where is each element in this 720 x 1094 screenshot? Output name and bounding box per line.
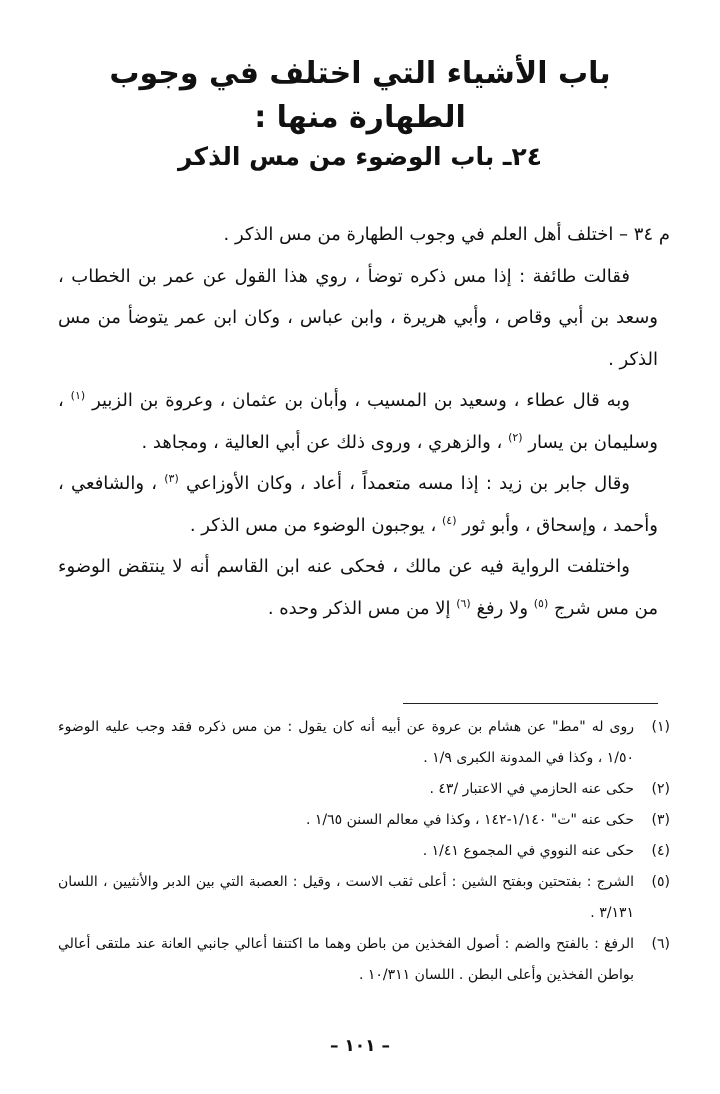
footnote-number: (٥) — [651, 874, 670, 890]
footnote-text: الرفغ : بالفتح والضم : أصول الفخذين من باطن وهما ما اكتنفا أعالي جانبي العانة عند ملتقى أعالي بواطن الفخذين وأعلى البطن . اللسان ١٠/٣١١ . — [58, 936, 634, 983]
footnote-number: (٢) — [651, 781, 670, 797]
footnote-ref-1[interactable]: (١) — [70, 389, 86, 402]
footnote-ref-3[interactable]: (٣) — [164, 472, 179, 485]
main-text — [58, 214, 670, 629]
footnote-text: حكى عنه "ت" ١/١٤٠-١٤٢ ، وكذا في معالم السنن ١/٦٥ . — [305, 812, 634, 828]
footnote-text: الشرج : بفتحتين وبفتح الشين : أعلى ثقب الاست ، وقيل : العصبة التي بين الدبر والأنثيين ، اللسان ٣/١٣١ . — [58, 874, 634, 921]
footnote-2 — [58, 774, 670, 805]
section-title: ٢٤ـ باب الوضوء من مس الذكر — [177, 142, 542, 171]
footnote-text: حكى عنه الحازمي في الاعتبار /٤٣ . — [429, 781, 634, 797]
paragraph-text: وبه قال عطاء ، وسعيد بن المسيب ، وأبان بن عثمان ، وعروة بن الزبير — [92, 390, 631, 411]
paragraph-text: وقال جابر بن زيد : إذا مسه متعمداً ، أعاد ، وكان الأوزاعي — [185, 473, 630, 494]
footnote-text: روى له "مط" عن هشام بن عروة عن أبيه أنه كان يقول : من مس ذكره فقد وجب عليه الوضوء ١/٥٠ ، وكذا في المدونة الكبرى ١/٩ . — [58, 719, 634, 766]
footnote-number: (٤) — [651, 843, 670, 859]
paragraph-malik-opinion — [58, 546, 658, 629]
footnote-text: حكى عنه النووي في المجموع ١/٤١ . — [422, 843, 634, 859]
paragraph-text: إلا من مس الذكر وحده . — [267, 597, 457, 619]
footnote-3 — [58, 805, 670, 836]
paragraph-text: ، والزهري ، وروى ذلك عن أبي العالية ، ومجاهد . — [141, 431, 509, 453]
paragraph-text: ، يوجبون الوضوء من مس الذكر . — [189, 514, 442, 536]
footnote-number: (١) — [651, 719, 670, 735]
footnote-separator — [403, 703, 658, 704]
footnote-number: (٦) — [651, 936, 670, 952]
paragraph-jabir-opinion — [58, 463, 658, 546]
footnote-1 — [58, 712, 670, 774]
footnote-ref-6[interactable]: (٦) — [456, 596, 471, 610]
page-number: – ١٠١ – — [330, 1036, 390, 1056]
footnote-ref-2[interactable]: (٢) — [508, 430, 523, 444]
footnote-number: (٣) — [651, 812, 670, 828]
footnote-5 — [58, 867, 670, 929]
footnote-ref-5[interactable]: (٥) — [533, 596, 549, 610]
paragraph-followers — [58, 380, 658, 463]
footnote-6 — [58, 929, 670, 991]
paragraph-issue-statement: م ٣٤ – اختلف أهل العلم في وجوب الطهارة من مس الذكر . — [223, 224, 670, 245]
footnote-ref-4[interactable]: (٤) — [442, 513, 457, 527]
paragraph-text: ، والشافعي ، وأحمد ، وإسحاق ، وأبو ثور — [58, 473, 658, 536]
paragraph-first-opinion: فقالت طائفة : إذا مس ذكره توضأ ، روي هذا القول عن عمر بن الخطاب ، وسعد بن أبي وقاص ، وأبي هريرة ، وابن عباس ، وكان ابن عمر يتوضأ من مس الذكر . — [58, 265, 658, 370]
footnotes-list — [58, 712, 670, 991]
chapter-title: باب الأشياء التي اختلف في وجوب الطهارة منها : — [109, 56, 611, 135]
paragraph-text: ، وسليمان بن يسار — [58, 390, 658, 453]
paragraph-text: واختلفت الرواية فيه عن مالك ، فحكى عنه ابن القاسم أنه لا ينتقض الوضوء من مس شرج — [58, 556, 658, 619]
paragraph-text: ولا رفغ — [476, 597, 534, 619]
footnote-4 — [58, 836, 670, 867]
